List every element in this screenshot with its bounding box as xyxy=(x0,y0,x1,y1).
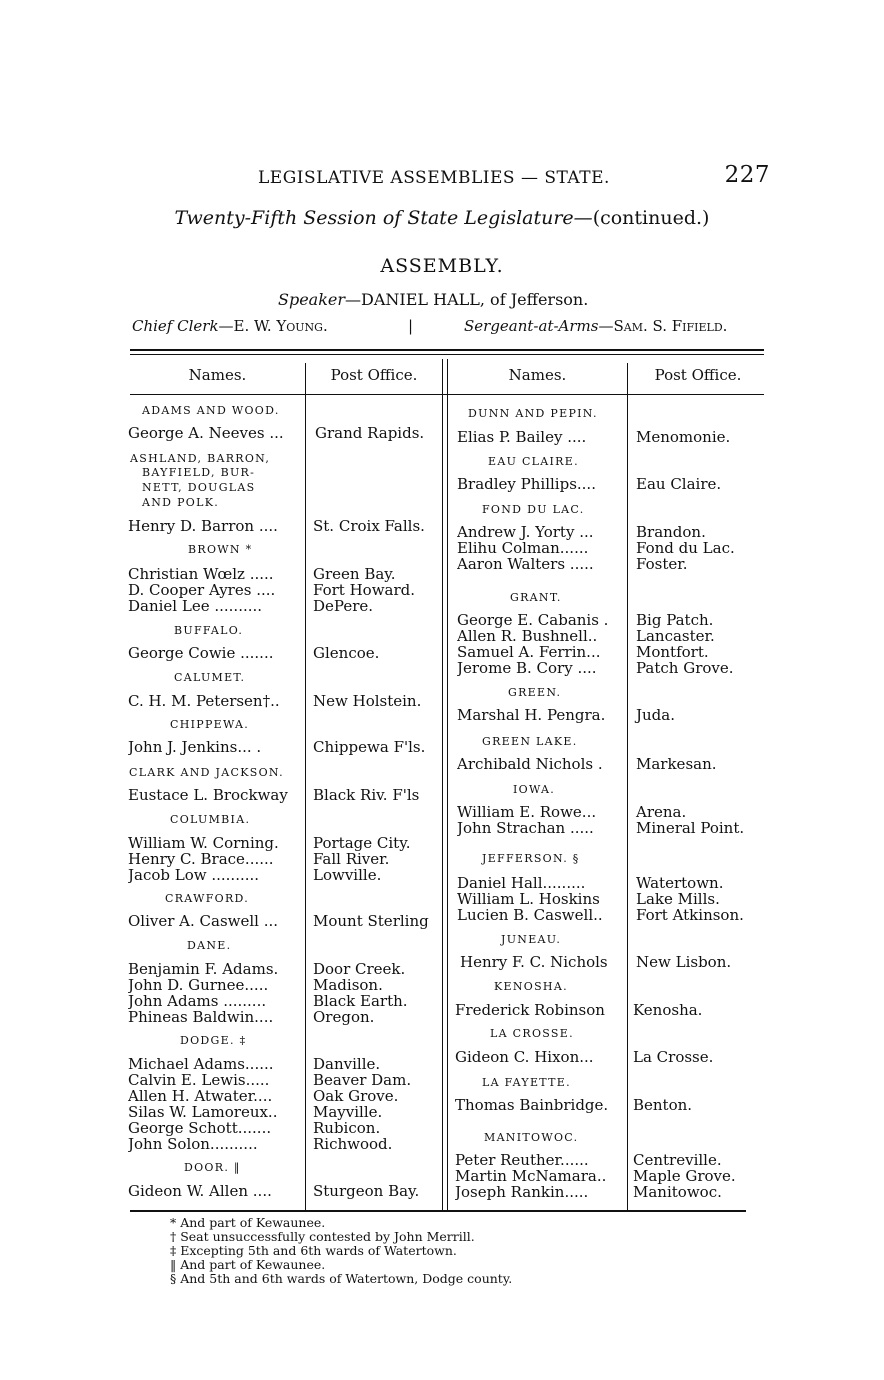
footnote: * And part of Kewaunee. xyxy=(170,1215,326,1230)
post-office: Mineral Point. xyxy=(636,819,745,837)
member-name: Allen H. Atwater.... xyxy=(128,1088,273,1105)
member-name: Aaron Walters ..... xyxy=(457,556,594,573)
post-office: Portage City. xyxy=(313,834,411,852)
col-header-names-left: Names. xyxy=(188,366,247,384)
district-heading: CHIPPEWA. xyxy=(170,718,250,731)
member-name: William L. Hoskins xyxy=(457,891,600,908)
post-office: Lancaster. xyxy=(636,627,715,645)
member-name: Eustace L. Brockway xyxy=(128,787,288,804)
post-office: Madison. xyxy=(313,976,383,994)
member-name: Lucien B. Caswell.. xyxy=(457,907,603,924)
post-office: Oak Grove. xyxy=(313,1087,399,1105)
district-heading: BROWN * xyxy=(188,543,253,556)
district-heading: DANE. xyxy=(187,939,232,952)
running-title: LEGISLATIVE ASSEMBLIES — STATE. xyxy=(258,168,610,188)
col-header-names-right: Names. xyxy=(508,366,567,384)
member-name: Marshal H. Pengra. xyxy=(457,707,606,724)
post-office: Markesan. xyxy=(636,755,717,773)
post-office: Maple Grove. xyxy=(633,1167,736,1185)
district-heading: IOWA. xyxy=(513,783,556,796)
post-office: Fall River. xyxy=(313,850,390,868)
post-office: Patch Grove. xyxy=(636,659,734,677)
post-office: Montfort. xyxy=(636,643,709,661)
member-name: Elias P. Bailey .... xyxy=(457,429,587,446)
post-office: Brandon. xyxy=(636,523,706,541)
member-name: Daniel Hall......... xyxy=(457,875,586,892)
member-name: George Cowie ....... xyxy=(128,645,274,662)
post-office: Watertown. xyxy=(636,874,724,892)
district-heading: LA CROSSE. xyxy=(490,1027,574,1040)
district-heading: AND POLK. xyxy=(142,496,220,509)
member-name: Peter Reuther...... xyxy=(455,1152,589,1169)
footnote: † Seat unsuccessfully contested by John Merrill. xyxy=(170,1229,475,1244)
district-heading: GREEN. xyxy=(508,686,562,699)
footnotes xyxy=(170,1216,512,1286)
member-name: George A. Neeves ... xyxy=(128,425,284,442)
district-heading: GRANT. xyxy=(510,591,562,604)
clerk-label: Chief Clerk xyxy=(132,317,219,335)
member-name: John Adams ......... xyxy=(128,993,267,1010)
member-name: Andrew J. Yorty ... xyxy=(457,524,594,541)
member-name: John J. Jenkins... . xyxy=(128,739,262,756)
post-office: New Lisbon. xyxy=(636,953,732,971)
member-name: John D. Gurnee..... xyxy=(128,977,269,994)
member-name: George Schott....... xyxy=(128,1120,272,1137)
clerk-name: —E. W. Young. xyxy=(218,317,328,335)
member-name: John Solon.......... xyxy=(128,1136,258,1153)
district-heading: ASHLAND, BARRON, xyxy=(130,452,271,465)
member-name: Christian Wœlz ..... xyxy=(128,566,274,583)
member-name: Silas W. Lamoreux.. xyxy=(128,1104,278,1121)
district-heading: LA FAYETTE. xyxy=(482,1076,571,1089)
member-name: Henry F. C. Nichols xyxy=(460,954,608,971)
district-heading: JUNEAU. xyxy=(501,933,562,946)
post-office: Black Earth. xyxy=(313,992,408,1010)
member-name: Bradley Phillips.... xyxy=(457,476,596,493)
district-heading: COLUMBIA. xyxy=(170,813,251,826)
member-name: Jerome B. Cory .... xyxy=(457,660,597,677)
post-office: Fond du Lac. xyxy=(636,539,735,557)
post-office: Richwood. xyxy=(313,1135,393,1153)
post-office: Grand Rapids. xyxy=(315,424,425,442)
post-office: St. Croix Falls. xyxy=(313,517,425,535)
post-office: Manitowoc. xyxy=(633,1183,722,1201)
member-name: Benjamin F. Adams. xyxy=(128,961,279,978)
body-name: ASSEMBLY. xyxy=(380,255,504,277)
district-heading: GREEN LAKE. xyxy=(482,735,578,748)
member-name: Joseph Rankin..... xyxy=(455,1184,589,1201)
district-heading: CRAWFORD. xyxy=(165,892,250,905)
member-name: Samuel A. Ferrin... xyxy=(457,644,601,661)
member-name: C. H. M. Petersen†.. xyxy=(128,693,280,710)
post-office: Rubicon. xyxy=(313,1119,381,1137)
district-heading: ADAMS AND WOOD. xyxy=(142,404,280,417)
district-heading: BUFFALO. xyxy=(174,624,244,637)
district-heading: EAU CLAIRE. xyxy=(488,455,579,468)
post-office: Door Creek. xyxy=(313,960,406,978)
col-header-po-right: Post Office. xyxy=(654,366,742,384)
district-heading: DUNN AND PEPIN. xyxy=(468,407,598,420)
post-office: Beaver Dam. xyxy=(313,1071,412,1089)
post-office: Glencoe. xyxy=(313,644,380,662)
member-name: William W. Corning. xyxy=(128,835,279,852)
member-name: Allen R. Bushnell.. xyxy=(457,628,598,645)
post-office: Foster. xyxy=(636,555,688,573)
member-name: Martin McNamara.. xyxy=(455,1168,607,1185)
district-heading: JEFFERSON. § xyxy=(482,852,580,865)
post-office: Fort Atkinson. xyxy=(636,906,744,924)
sergeant-label: Sergeant-at-Arms xyxy=(464,317,599,335)
member-name: Thomas Bainbridge. xyxy=(455,1097,609,1114)
member-name: Jacob Low .......... xyxy=(128,867,260,884)
member-name: Calvin E. Lewis..... xyxy=(128,1072,270,1089)
post-office: Chippewa F'ls. xyxy=(313,738,426,756)
member-name: Henry C. Brace...... xyxy=(128,851,274,868)
member-name: Elihu Colman...... xyxy=(457,540,589,557)
member-name: Gideon C. Hixon... xyxy=(455,1049,594,1066)
post-office: Sturgeon Bay. xyxy=(313,1182,420,1200)
post-office: DePere. xyxy=(313,597,374,615)
sergeant-name: —Sam. S. Fifield. xyxy=(598,317,728,335)
member-name: D. Cooper Ayres .... xyxy=(128,582,276,599)
district-heading: KENOSHA. xyxy=(494,980,568,993)
post-office: Kenosha. xyxy=(633,1001,703,1019)
member-name: Gideon W. Allen .... xyxy=(128,1183,272,1200)
post-office: Lowville. xyxy=(313,866,382,884)
post-office: Oregon. xyxy=(313,1008,375,1026)
subtitle-plain: (continued.) xyxy=(592,207,710,229)
member-name: Michael Adams...... xyxy=(128,1056,274,1073)
member-name: Henry D. Barron .... xyxy=(128,518,278,535)
post-office: Black Riv. F'ls xyxy=(313,786,420,804)
footnote: ‡ Excepting 5th and 6th wards of Watertown. xyxy=(170,1243,457,1258)
footnote: ‖ And part of Kewaunee. xyxy=(170,1257,326,1272)
post-office: Centreville. xyxy=(633,1151,722,1169)
member-name: Oliver A. Caswell ... xyxy=(128,913,279,930)
post-office: Mayville. xyxy=(313,1103,383,1121)
post-office: Eau Claire. xyxy=(636,475,722,493)
member-name: Phineas Baldwin.... xyxy=(128,1009,274,1026)
post-office: La Crosse. xyxy=(633,1048,714,1066)
post-office: Arena. xyxy=(636,803,687,821)
member-name: Daniel Lee .......... xyxy=(128,598,263,615)
post-office: Mount Sterling xyxy=(313,912,429,930)
member-name: William E. Rowe... xyxy=(457,804,597,821)
post-office: Lake Mills. xyxy=(636,890,720,908)
post-office: Menomonie. xyxy=(636,428,731,446)
footnote: § And 5th and 6th wards of Watertown, Dodge county. xyxy=(170,1271,513,1286)
speaker-text: —DANIEL HALL, of Jefferson. xyxy=(345,290,589,309)
page-number: 227 xyxy=(724,162,770,188)
member-name: Frederick Robinson xyxy=(455,1002,605,1019)
district-heading: MANITOWOC. xyxy=(484,1131,579,1144)
subtitle-italic: Twenty-Fifth Session of State Legislature— xyxy=(174,207,593,229)
district-heading: DODGE. ‡ xyxy=(180,1034,247,1047)
post-office: Green Bay. xyxy=(313,565,396,583)
district-heading: BAYFIELD, BUR- xyxy=(142,466,256,479)
member-name: John Strachan ..... xyxy=(457,820,594,837)
post-office: Fort Howard. xyxy=(313,581,416,599)
post-office: New Holstein. xyxy=(313,692,422,710)
post-office: Benton. xyxy=(633,1096,693,1114)
district-heading: CLARK AND JACKSON. xyxy=(129,766,284,779)
post-office: Big Patch. xyxy=(636,611,714,629)
member-name: George E. Cabanis . xyxy=(457,612,609,629)
post-office: Danville. xyxy=(313,1055,381,1073)
post-office: Juda. xyxy=(636,706,675,724)
district-heading: NETT, DOUGLAS xyxy=(142,481,256,494)
district-heading: CALUMET. xyxy=(174,671,246,684)
speaker-label: Speaker xyxy=(278,290,346,309)
district-heading: FOND DU LAC. xyxy=(482,503,585,516)
district-heading: DOOR. ‖ xyxy=(184,1161,241,1174)
col-header-po-left: Post Office. xyxy=(330,366,418,384)
member-name: Archibald Nichols . xyxy=(457,756,603,773)
officer-separator: | xyxy=(408,317,414,335)
